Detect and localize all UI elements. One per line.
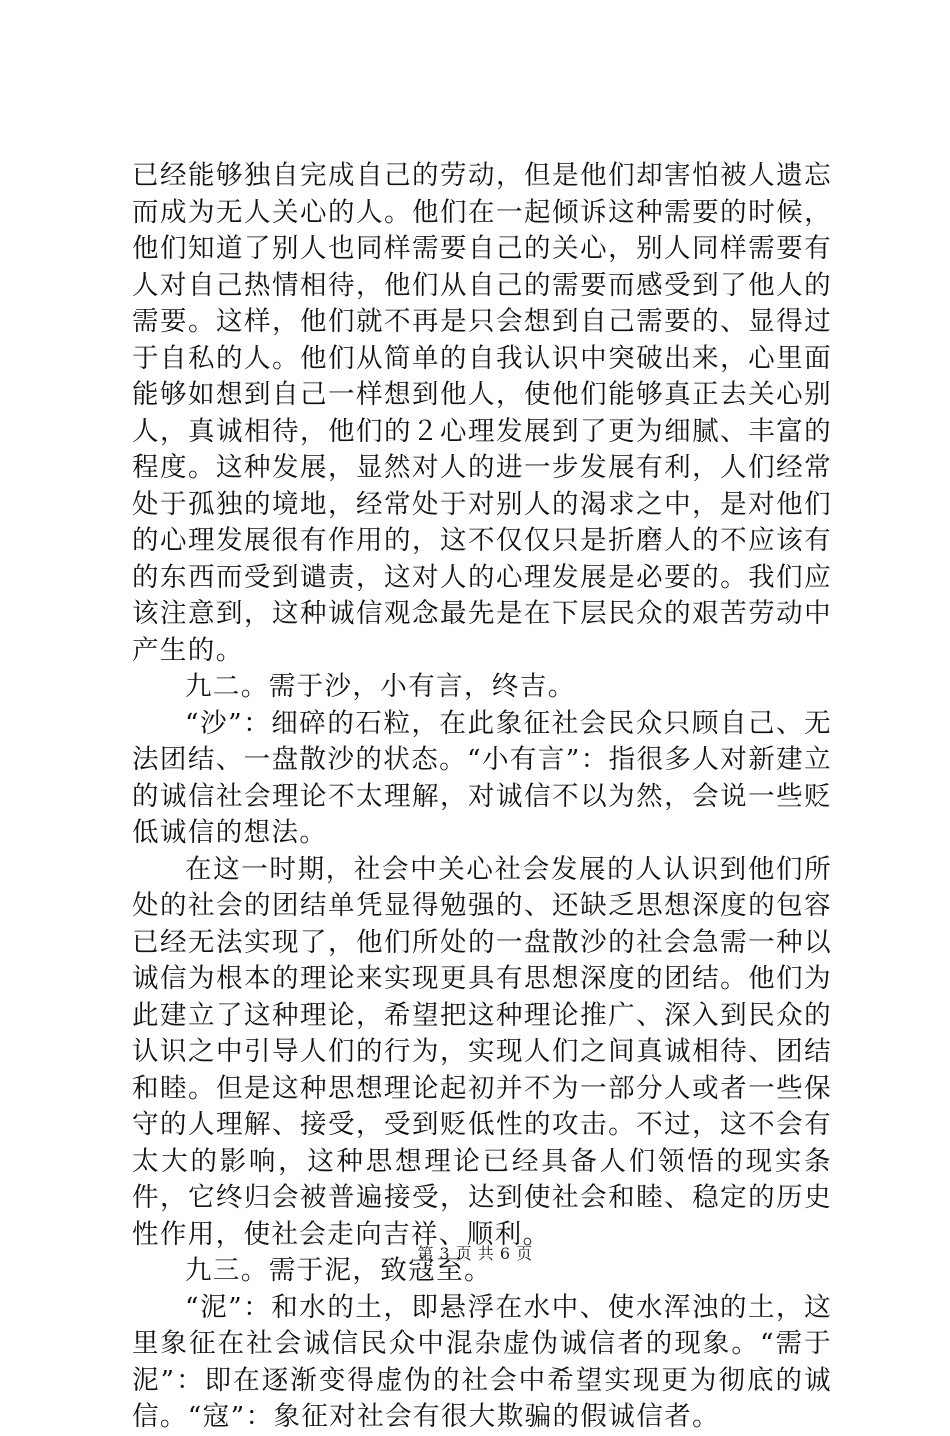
paragraph-period-discussion: 在这一时期，社会中关心社会发展的人认识到他们所处的社会的团结单凭显得勉强的、还缺乏思想深度的包容已经无法实现了，他们所处的一盘散沙的社会急需一种以诚信为根本的理论来实现更具有思想深度的团结。他们为此建立了这种理论，希望把这种理论推广、深入到民众的认识之中引导人们的行为，实现人们之间真诚相待、团结和睦。但是这种思想理论起初并不为一部分人或者一些保守的人理解、接受，受到贬低性的攻击。不过，这不会有太大的影响，这种思想理论已经具备人们领悟的现实条件，它终归会被普遍接受，达到使社会和睦、稳定的历史性作用，使社会走向吉祥、顺利。 — [132, 853, 832, 1250]
paragraph-continuation: 已经能够独自完成自己的劳动，但是他们却害怕被人遗忘而成为无人关心的人。他们在一起倾诉这种需要的时候，他们知道了别人也同样需要自己的关心，别人同样需要有人对自己热情相待，他们从自己的需要而感受到了他人的需要。这样，他们就不再是只会想到自己需要的、显得过于自私的人。他们从简单的自我认识中突破出来，心里面能够如想到自己一样想到他人，使他们能够真正去关心别人，真诚相待，他们的２心理发展到了更为细腻、丰富的程度。这种发展，显然对人的进一步发展有利，人们经常处于孤独的境地，经常处于对别人的渴求之中，是对他们的心理发展很有作用的，这不仅仅只是折磨人的不应该有的东西而受到谴责，这对人的心理发展是必要的。我们应该注意到，这种诚信观念最先是在下层民众的艰苦劳动中产生的。 — [132, 160, 832, 666]
paragraph-heading-jiu-er: 九二。需于沙，小有言，终吉。 — [185, 671, 576, 702]
paragraph-ni-explanation: “泥”：和水的土，即悬浮在水中、使水浑浊的土，这里象征在社会诚信民众中混杂虚伪诚信者的现象。“需于泥”：即在逐渐变得虚伪的社会中希望实现更为彻底的诚信。“寇”：象征对社会有很大欺骗的假诚信者。 — [132, 1291, 832, 1432]
page-footer: 第 3 页 共 6 页 — [417, 1244, 533, 1263]
paragraph-heading-jiu-san: 九三。需于泥，致寇至。 — [185, 1255, 492, 1286]
paragraph-sha-explanation: “沙”：细碎的石粒，在此象征社会民众只顾自己、无法团结、一盘散沙的状态。“小有言”：指很多人对新建立的诚信社会理论不太理解，对诚信不以为然，会说一些贬低诚信的想法。 — [132, 707, 832, 848]
